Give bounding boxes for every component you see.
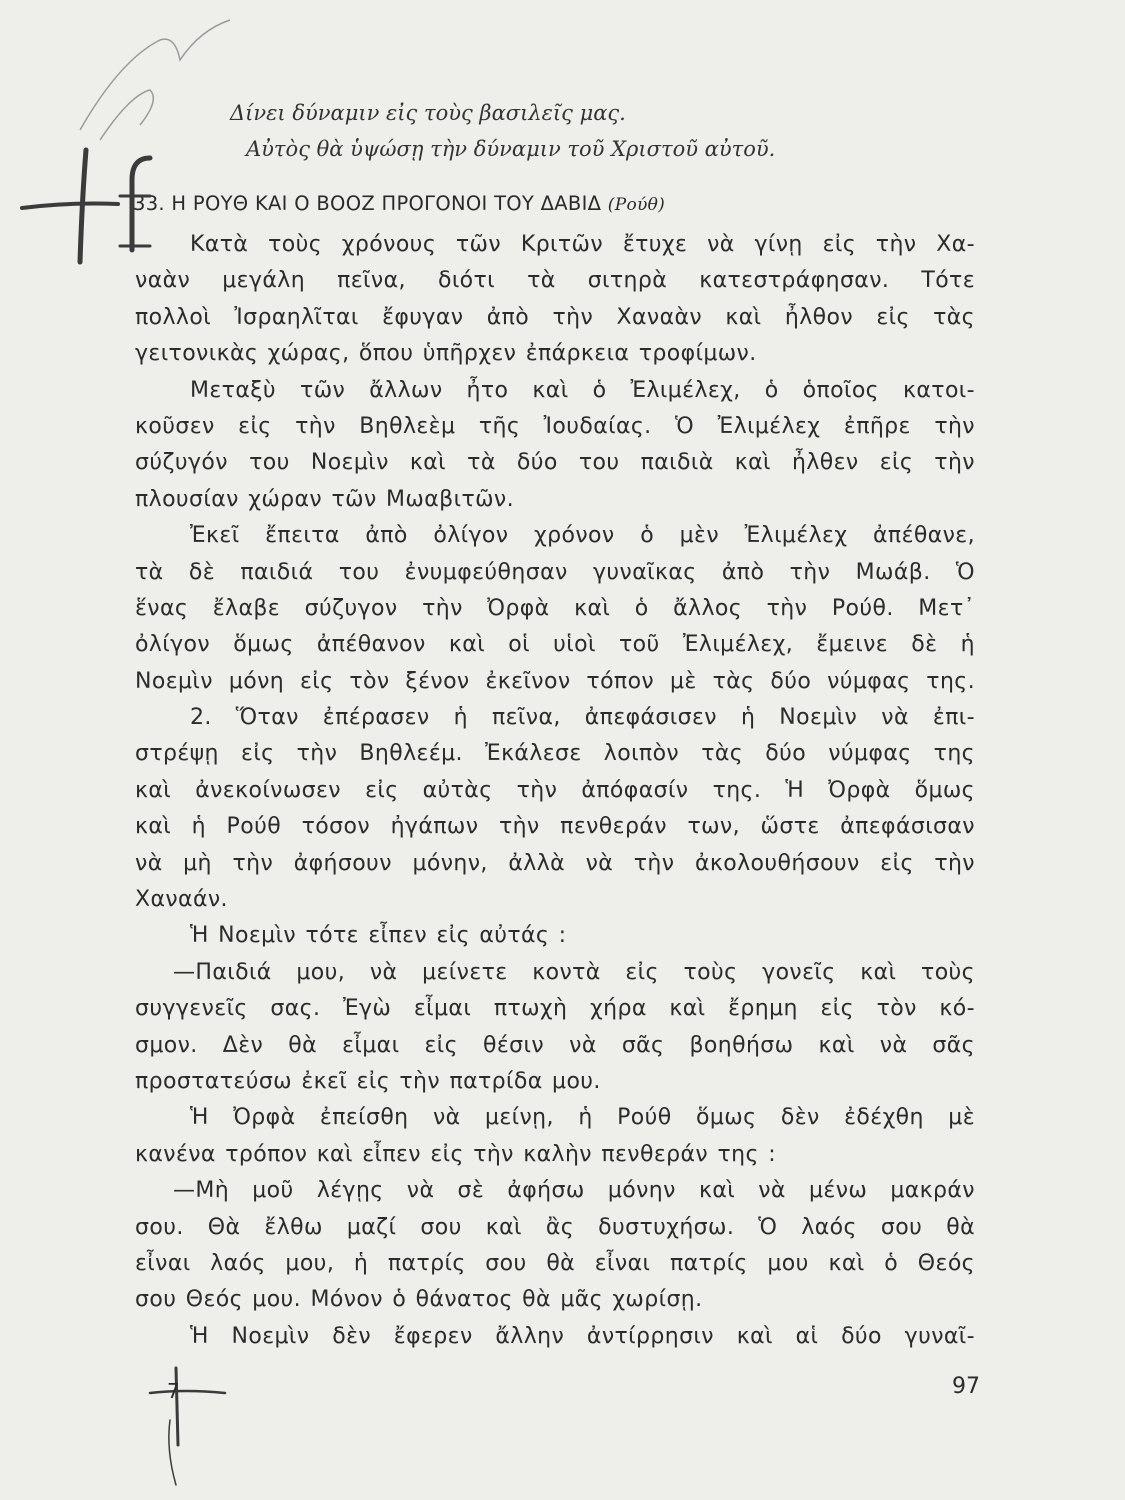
text-line: σου Θεός μου. Μόνον ὁ θάνατος θὰ μᾶς χωρίσῃ. [135,1287,703,1313]
text-line: κανένα τρόπον καὶ εἶπεν εἰς τὴν καλὴν πενθεράν της : [135,1141,777,1167]
epigraph-line: Δίνει δύναμιν εἰς τοὺς βασιλεῖς μας. [230,101,626,125]
page-signature-mark [150,1368,225,1485]
text-line: προστατεύσω ἐκεῖ εἰς τὴν πατρίδα μου. [135,1068,601,1094]
text-line: νὰ μὴ τὴν ἀφήσουν μόνην, ἀλλὰ νὰ τὴν ἀκολουθήσουν εἰς τὴν [135,850,975,876]
text-line: —Μὴ μοῦ λέγῃς νὰ σὲ ἀφήσω μόνην καὶ νὰ μένω μακράν [173,1178,975,1204]
text-line: πλουσίαν χώραν τῶν Μωαβιτῶν. [135,486,514,512]
text-line: Μεταξὺ τῶν ἄλλων ἦτο καὶ ὁ Ἐλιμέλεχ, ὁ ὁποῖος κατοι- [190,377,975,403]
text-line: ὀλίγον ὅμως ἀπέθανον καὶ οἱ υἱοὶ τοῦ Ἐλιμέλεχ, ἔμεινε δὲ ἡ [135,632,975,658]
text-line: εἶναι λαός μου, ἡ πατρίς σου θὰ εἶναι πατρίς μου καὶ ὁ Θεός [135,1250,975,1276]
text-line: συγγενεῖς σας. Ἐγὼ εἶμαι πτωχὴ χήρα καὶ ἔρημη εἰς τὸν κό- [135,996,975,1022]
text-line: τὰ δὲ παιδιά του ἐνυμφεύθησαν γυναῖκας ἀπὸ τὴν Μωάβ. Ὁ [135,559,975,585]
text-line: Ἐκεῖ ἔπειτα ἀπὸ ὀλίγον χρόνον ὁ μὲν Ἐλιμέλεχ ἀπέθανε, [190,523,975,549]
body-text [135,227,975,1355]
signature-number: 7 [167,1379,180,1403]
margin-scribble [80,20,230,140]
text-line: σμον. Δὲν θὰ εἶμαι εἰς θέσιν νὰ σᾶς βοηθήσω καὶ νὰ σᾶς [135,1032,975,1058]
text-line: καὶ ἡ Ρούθ τόσον ἠγάπων τὴν πενθεράν των, ὥστε ἀπεφάσισαν [135,814,975,840]
cross-bracket-mark [22,150,150,262]
text-line: Κατὰ τοὺς χρόνους τῶν Κριτῶν ἔτυχε νὰ γίνῃ εἰς τὴν Χα- [190,232,975,257]
page-number: 97 [952,1374,980,1399]
text-line: Ἡ Νοεμὶν τότε εἶπεν εἰς αὐτάς : [190,923,567,949]
text-line: —Παιδιά μου, νὰ μείνετε κοντὰ εἰς τοὺς γονεῖς καὶ τοὺς [173,959,975,985]
section-heading [133,192,665,215]
text-line: στρέψῃ εἰς τὴν Βηθλεέμ. Ἐκάλεσε λοιπὸν τὰς δύο νύμφας της [135,741,975,767]
text-line: γειτονικὰς χώρας, ὅπου ὑπῆρχεν ἐπάρκεια τροφίμων. [135,341,757,367]
text-line: Ἡ Ὀρφὰ ἐπείσθη νὰ μείνῃ, ἡ Ρούθ ὅμως δὲν ἐδέχθη μὲ [190,1105,975,1131]
text-line: Ἡ Νοεμὶν δὲν ἔφερεν ἄλλην ἀντίρρησιν καὶ αἱ δύο γυναῖ- [190,1323,975,1349]
text-line: καὶ ἀνεκοίνωσεν εἰς αὐτὰς τὴν ἀπόφασίν της. Ἡ Ὀρφὰ ὅμως [135,777,975,803]
epigraph [230,95,930,167]
text-line: ναὰν μεγάλη πεῖνα, διότι τὰ σιτηρὰ κατεστράφησαν. Τότε [135,268,975,294]
text-line: Χαναάν. [135,887,228,913]
text-line: σου. Θὰ ἔλθω μαζί σου καὶ ἂς δυστυχήσω. Ὁ λαός σου θὰ [135,1214,975,1240]
text-line: Νοεμὶν μόνη εἰς τὸν ξένον ἐκεῖνον τόπον μὲ τὰς δύο νύμφας της. [135,668,975,694]
section-number: 33. [133,192,165,215]
text-line: κοῦσεν εἰς τὴν Βηθλεὲμ τῆς Ἰουδαίας. Ὁ Ἐλιμέλεχ ἐπῆρε τὴν [135,413,975,439]
text-line: σύζυγόν του Νοεμὶν καὶ τὰ δύο του παιδιὰ καὶ ἦλθεν εἰς τὴν [135,450,975,476]
section-title: Η ΡΟΥΘ ΚΑΙ Ο ΒΟΟΖ ΠΡΟΓΟΝΟΙ ΤΟΥ ΔΑΒΙΔ [171,192,602,215]
text-line: πολλοὶ Ἰσραηλῖται ἔφυγαν ἀπὸ τὴν Χαναὰν καὶ ἦλθον εἰς τὰς [135,304,975,330]
epigraph-line: Αὐτὸς θὰ ὑψώσῃ τὴν δύναμιν τοῦ Χριστοῦ αὐτοῦ. [246,137,776,161]
section-reference: (Ρούθ) [607,195,666,215]
text-line: ἕνας ἔλαβε σύζυγον τὴν Ὀρφὰ καὶ ὁ ἄλλος τὴν Ρούθ. Μετ᾽ [135,595,975,621]
text-line: 2. Ὅταν ἐπέρασεν ἡ πεῖνα, ἀπεφάσισεν ἡ Νοεμὶν νὰ ἐπι- [190,705,975,731]
